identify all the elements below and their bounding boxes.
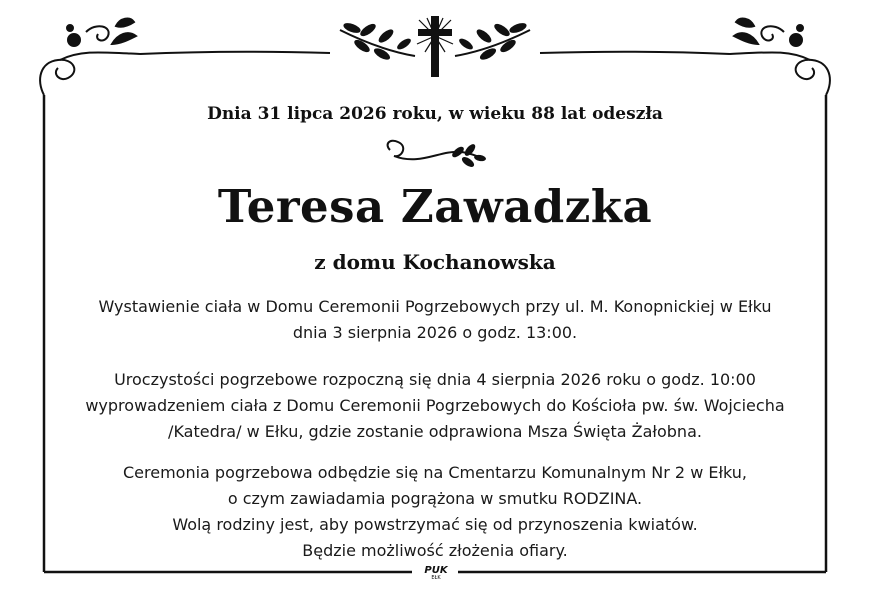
maiden-name: z domu Kochanowska	[314, 250, 556, 274]
corner-swirl-icon	[40, 19, 140, 95]
paragraph-line: /Katedra/ w Ełku, gdzie zostanie odprawiona Msza Święta Żałobna.	[168, 422, 702, 441]
paragraph-line: Uroczystości pogrzebowe rozpoczną się dnia 4 sierpnia 2026 roku o godz. 10:00	[114, 370, 756, 389]
paragraph-line: dnia 3 sierpnia 2026 o godz. 13:00.	[292, 323, 578, 342]
paragraph-line: Wolą rodziny jest, aby powstrzymać się od przynoszenia kwiatów.	[172, 515, 698, 534]
paragraph-line: Ceremonia pogrzebowa odbędzie się na Cmentarzu Komunalnym Nr 2 w Ełku,	[122, 463, 748, 482]
paragraph-line: Wystawienie ciała w Domu Ceremonii Pogrzebowych przy ul. M. Konopnickiej w Ełku	[98, 297, 772, 316]
leaf-swirl-divider-icon	[388, 141, 487, 169]
burial-paragraph	[0, 460, 870, 564]
deceased-name: Teresa Zawadzka	[217, 180, 653, 233]
logo-sub-text: EŁK	[431, 575, 441, 581]
puk-logo	[423, 566, 449, 580]
corner-swirl-icon	[730, 19, 830, 95]
viewing-paragraph	[0, 294, 870, 346]
cross-icon	[417, 16, 453, 77]
paragraph-line: Będzie możliwość złożenia ofiary.	[302, 541, 568, 560]
ceremony-paragraph	[0, 367, 870, 445]
laurel-branch-icon	[340, 21, 415, 62]
logo-main-text: PUK	[424, 565, 448, 576]
paragraph-line: wyprowadzeniem ciała z Domu Ceremonii Pogrzebowych do Kościoła pw. św. Wojciecha	[85, 396, 785, 415]
laurel-branch-icon	[455, 21, 530, 62]
intro-line: Dnia 31 lipca 2026 roku, w wieku 88 lat odeszła	[207, 104, 663, 124]
paragraph-line: o czym zawiadamia pogrążona w smutku RODZINA.	[227, 489, 643, 508]
